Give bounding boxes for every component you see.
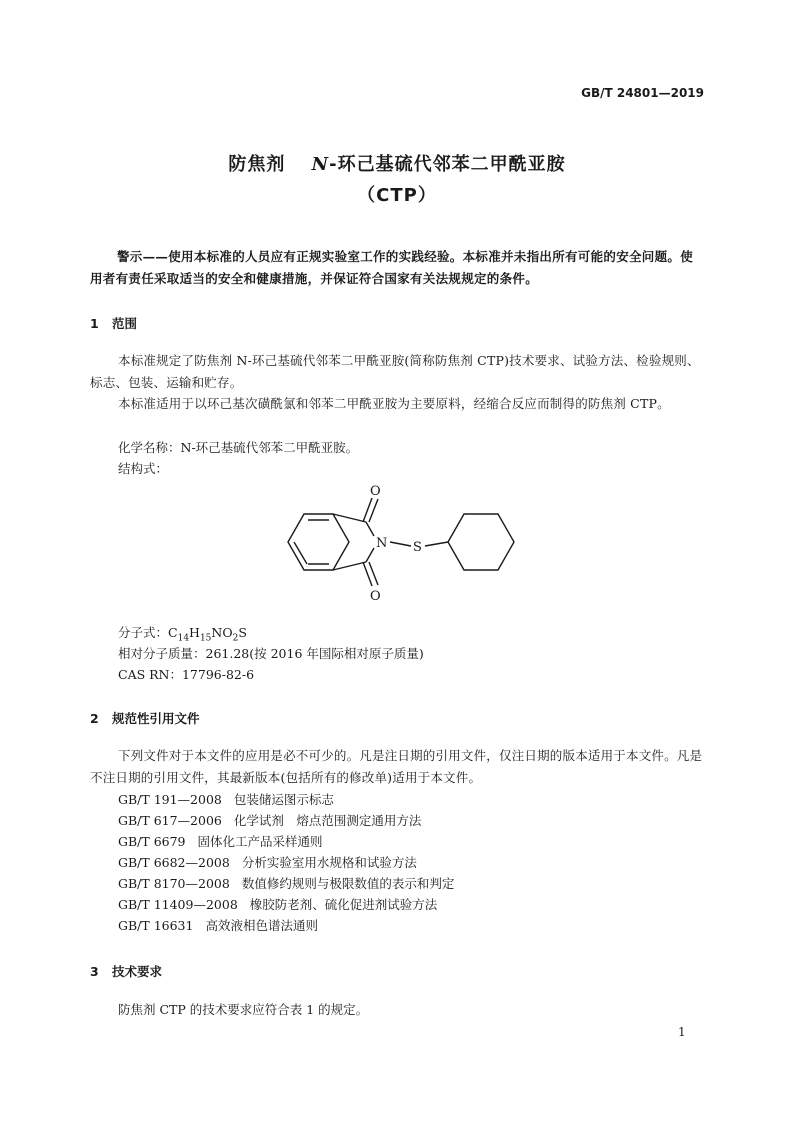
- reference-item: [118, 873, 454, 894]
- reference-code: GB/T 6682—2008: [118, 855, 230, 870]
- reference-item: [118, 894, 437, 915]
- reference-title: 化学试剂 熔点范围测定通用方法: [233, 813, 422, 828]
- section-3-heading: [90, 962, 162, 980]
- reference-code: GB/T 16631: [118, 918, 194, 933]
- title-main: -环己基硫代邻苯二甲酰亚胺: [329, 154, 566, 175]
- references-intro: 下列文件对于本文件的应用是必不可少的。凡是注日期的引用文件，仅注日期的版本适用于本文件。凡是不注日期的引用文件，其最新版本(包括所有的修改单)适用于本文件。: [90, 748, 703, 785]
- formula-no: NO: [211, 625, 233, 640]
- section-1-title: 范围: [112, 316, 138, 331]
- reference-item: [118, 789, 334, 810]
- formula-label: 分子式：: [118, 625, 169, 640]
- document-title: [0, 150, 794, 176]
- section-3-number: 3: [90, 964, 99, 979]
- page-number: 1: [678, 1025, 686, 1039]
- reference-title: 高效液相色谱法通则: [205, 918, 318, 933]
- section-2-title: 规范性引用文件: [112, 711, 200, 726]
- section-2-number: 2: [90, 711, 99, 726]
- reference-title: 数值修约规则与极限数值的表示和判定: [241, 876, 455, 891]
- section-1-heading: [90, 314, 137, 332]
- reference-item: [118, 915, 318, 936]
- reference-code: GB/T 191—2008: [118, 792, 222, 807]
- reference-item: [118, 852, 417, 873]
- formula-oxygen-count: 2: [232, 633, 239, 644]
- reference-title: 包装储运图示标志: [233, 792, 334, 807]
- atom-oxygen-bottom: O: [370, 589, 381, 604]
- reference-title: 分析实验室用水规格和试验方法: [241, 855, 417, 870]
- reference-title: 固体化工产品采样通则: [197, 834, 323, 849]
- scope-paragraph-2: 本标准适用于以环己基次磺酰氯和邻苯二甲酰亚胺为主要原料，经缩合反应而制得的防焦剂 CTP。: [118, 396, 670, 411]
- reference-item: [118, 810, 421, 831]
- formula-carbon: C: [168, 625, 178, 640]
- title-italic-n: N: [311, 154, 330, 175]
- reference-item: [118, 831, 323, 852]
- reference-code: GB/T 617—2006: [118, 813, 222, 828]
- scope-paragraph-1: 本标准规定了防焦剂 N-环己基硫代邻苯二甲酰亚胺(简称防焦剂 CTP)技术要求、试验方法、检验规则、标志、包装、运输和贮存。: [90, 353, 700, 390]
- structure-bonds: [288, 498, 514, 586]
- molecular-mass: 相对分子质量：261.28(按 2016 年国际相对原子质量): [118, 646, 424, 661]
- section-1-number: 1: [90, 316, 99, 331]
- structural-formula: [270, 480, 530, 616]
- document-subtitle: （CTP）: [357, 185, 437, 206]
- warning-paragraph: 警示——使用本标准的人员应有正规实验室工作的实践经验。本标准并未指出所有可能的安全问题。使用者有责任采取适当的安全和健康措施，并保证符合国家有关法规规定的条件。: [90, 249, 694, 286]
- reference-code: GB/T 6679: [118, 834, 186, 849]
- formula-carbon-count: 14: [177, 633, 190, 644]
- reference-code: GB/T 8170—2008: [118, 876, 230, 891]
- cas-number: CAS RN：17796-82-6: [118, 667, 255, 682]
- formula-hydrogen-count: 15: [199, 633, 212, 644]
- atom-sulfur: S: [413, 540, 422, 555]
- atom-nitrogen: N: [376, 536, 388, 551]
- atom-oxygen-top: O: [370, 484, 381, 499]
- formula-hydrogen: H: [189, 625, 200, 640]
- chemical-name: 化学名称：N-环己基硫代邻苯二甲酰亚胺。: [118, 440, 359, 455]
- section-3-title: 技术要求: [112, 964, 163, 979]
- reference-title: 橡胶防老剂、硫化促进剂试验方法: [249, 897, 438, 912]
- technical-requirements-paragraph: 防焦剂 CTP 的技术要求应符合表 1 的规定。: [118, 1002, 369, 1017]
- standard-number: GB/T 24801—2019: [581, 86, 704, 100]
- title-prefix: 防焦剂: [228, 154, 286, 175]
- reference-code: GB/T 11409—2008: [118, 897, 238, 912]
- formula-sulfur: S: [238, 625, 247, 640]
- section-2-heading: [90, 709, 200, 727]
- structure-label: 结构式：: [118, 461, 169, 476]
